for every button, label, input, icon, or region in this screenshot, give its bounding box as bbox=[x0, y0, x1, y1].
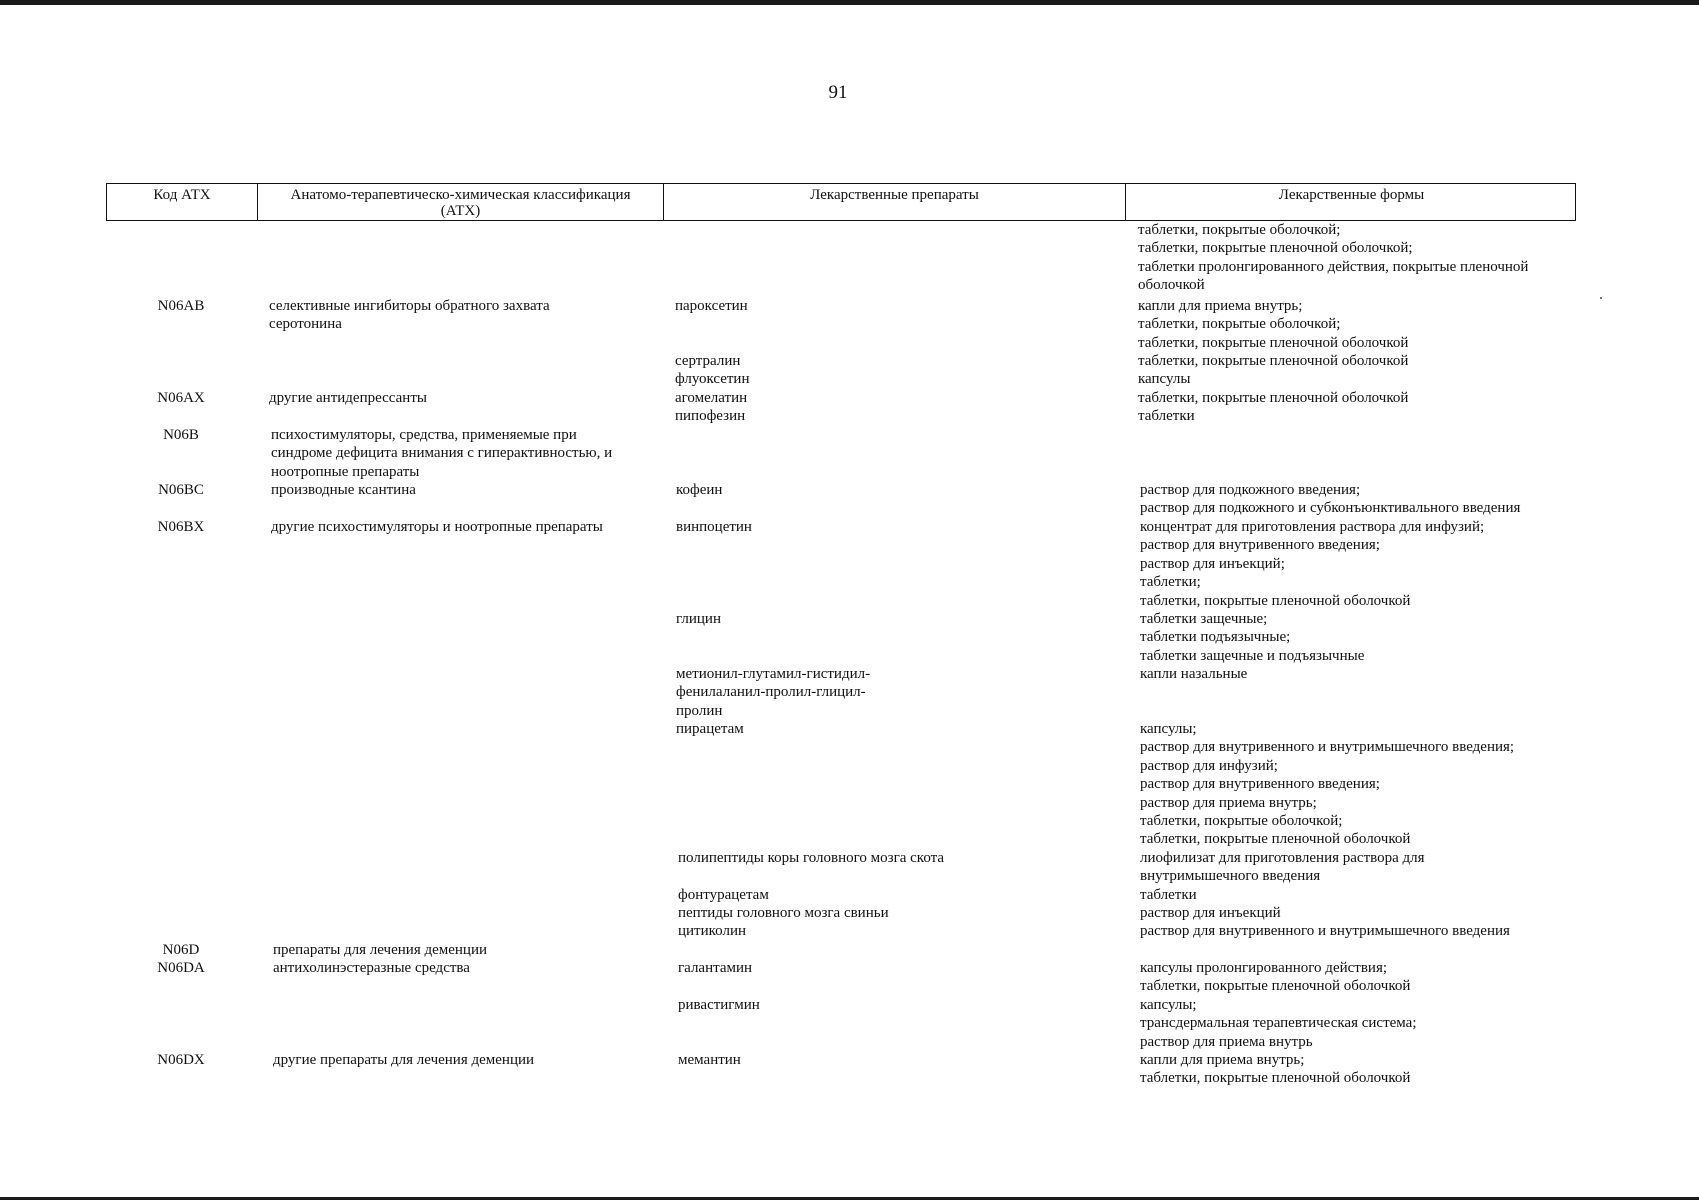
drug-name: ривастигмин bbox=[678, 997, 760, 1013]
header-drugs: Лекарственные препараты bbox=[663, 184, 1125, 220]
header-code: Код АТХ bbox=[153, 187, 211, 203]
forms-cell bbox=[1140, 996, 1417, 1051]
atc-code: N06AX bbox=[157, 390, 205, 406]
form-line: таблетки, покрытые пленочной оболочкой bbox=[1140, 592, 1411, 609]
form-line: таблетки, покрытые оболочкой; bbox=[1138, 316, 1341, 333]
form-line: таблетки, покрытые пленочной оболочкой bbox=[1138, 334, 1409, 351]
form-line: таблетки, покрытые оболочкой; bbox=[1138, 222, 1341, 238]
atc-class: другие психостимуляторы и ноотропные препараты bbox=[271, 519, 603, 535]
table-header bbox=[106, 183, 1576, 221]
form-line: раствор для приема внутрь; bbox=[1140, 794, 1317, 811]
class-line: синдроме дефицита внимания с гиперактивностью, и bbox=[271, 445, 613, 462]
form-line: раствор для подкожного и субконъюнктивального введения bbox=[1140, 500, 1521, 517]
drug-name: пароксетин bbox=[675, 298, 748, 314]
atc-code: N06BC bbox=[158, 482, 204, 498]
form-line: капсулы bbox=[1138, 371, 1191, 387]
form-line: капсулы пролонгированного действия; bbox=[1140, 960, 1388, 976]
forms-cell bbox=[1138, 370, 1190, 388]
form-line: трансдермальная терапевтическая система; bbox=[1140, 1015, 1417, 1032]
forms-cell bbox=[1140, 518, 1484, 610]
form-line: оболочкой bbox=[1138, 277, 1205, 294]
forms-cell-continued bbox=[1138, 221, 1528, 295]
form-line: таблетки, покрытые пленочной оболочкой bbox=[1138, 353, 1409, 369]
drug-name bbox=[676, 665, 870, 720]
form-line: таблетки, покрытые оболочкой; bbox=[1140, 813, 1343, 830]
header-classification-line-1: Анатомо-терапевтическо-химическая классификация bbox=[290, 187, 631, 203]
header-forms: Лекарственные формы bbox=[1125, 184, 1577, 220]
form-line: таблетки, покрытые пленочной оболочкой bbox=[1138, 390, 1409, 406]
forms-cell bbox=[1140, 849, 1425, 886]
drug-name: мемантин bbox=[678, 1052, 741, 1068]
form-line: капли для приема внутрь; bbox=[1138, 298, 1303, 314]
forms-cell bbox=[1138, 297, 1408, 352]
drug-name-line: метионил-глутамил-гистидил- bbox=[676, 666, 871, 682]
header-classification-line-2: (АТХ) bbox=[440, 203, 481, 219]
form-line: раствор для инъекций bbox=[1140, 905, 1281, 921]
drug-name: агомелатин bbox=[675, 390, 748, 406]
atc-code: N06DX bbox=[157, 1052, 205, 1068]
form-line: раствор для подкожного введения; bbox=[1140, 482, 1361, 498]
class-line: психостимуляторы, средства, применяемые при bbox=[271, 427, 577, 443]
atc-code: N06D bbox=[162, 942, 200, 958]
atc-code: N06BX bbox=[157, 519, 205, 535]
form-line: раствор для внутривенного введения; bbox=[1140, 776, 1380, 793]
drug-name: винпоцетин bbox=[676, 519, 752, 535]
form-line: раствор для внутривенного и внутримышечного введения bbox=[1140, 923, 1510, 939]
forms-cell bbox=[1138, 352, 1408, 370]
form-line: капли назальные bbox=[1140, 666, 1248, 682]
form-line: раствор для внутривенного и внутримышечного введения; bbox=[1140, 739, 1515, 756]
form-line: таблетки bbox=[1140, 887, 1197, 903]
forms-cell bbox=[1140, 904, 1281, 922]
form-line: таблетки bbox=[1138, 408, 1195, 424]
form-line: внутримышечного введения bbox=[1140, 868, 1321, 885]
drug-name: цитиколин bbox=[678, 923, 747, 939]
drug-name: сертралин bbox=[675, 353, 741, 369]
form-line: таблетки пролонгированного действия, покрытые пленочной bbox=[1138, 258, 1529, 275]
drug-name: фонтурацетам bbox=[678, 887, 769, 903]
atc-code: N06DA bbox=[157, 960, 205, 976]
atc-class bbox=[269, 297, 550, 334]
form-line: раствор для инфузий; bbox=[1140, 757, 1278, 774]
drug-name: пипофезин bbox=[675, 408, 746, 424]
class-line: ноотропные препараты bbox=[271, 463, 420, 480]
forms-cell bbox=[1140, 959, 1410, 996]
form-line: лиофилизат для приготовления раствора для bbox=[1140, 850, 1425, 866]
atc-class: другие антидепрессанты bbox=[269, 390, 427, 406]
form-line: раствор для инъекций; bbox=[1140, 555, 1285, 572]
atc-class: производные ксантина bbox=[271, 482, 416, 498]
drug-name: полипептиды коры головного мозга скота bbox=[678, 850, 945, 866]
forms-cell bbox=[1140, 665, 1247, 683]
drug-name: кофеин bbox=[676, 482, 723, 498]
atc-code: N06B bbox=[163, 427, 199, 443]
forms-cell bbox=[1140, 1051, 1410, 1088]
form-line: таблетки, покрытые пленочной оболочкой; bbox=[1138, 240, 1413, 257]
form-line: таблетки; bbox=[1140, 574, 1201, 591]
forms-cell bbox=[1140, 481, 1520, 518]
class-line: серотонина bbox=[269, 316, 342, 333]
page-number: 91 bbox=[828, 82, 848, 103]
forms-cell bbox=[1138, 389, 1408, 407]
drug-name: флуоксетин bbox=[675, 371, 750, 387]
form-line: капсулы; bbox=[1140, 997, 1197, 1013]
form-line: таблетки, покрытые пленочной оболочкой bbox=[1140, 831, 1411, 848]
atc-class: антихолинэстеразные средства bbox=[273, 960, 470, 976]
drug-name: пептиды головного мозга свиньи bbox=[678, 905, 889, 921]
form-line: капсулы; bbox=[1140, 721, 1197, 737]
form-line: таблетки защечные; bbox=[1140, 611, 1268, 627]
form-line: концентрат для приготовления раствора для инфузий; bbox=[1140, 519, 1485, 535]
form-line: таблетки, покрытые пленочной оболочкой bbox=[1140, 978, 1411, 995]
scan-speck bbox=[1600, 297, 1602, 299]
forms-cell bbox=[1140, 610, 1364, 665]
form-line: капли для приема внутрь; bbox=[1140, 1052, 1305, 1068]
forms-cell bbox=[1138, 407, 1195, 425]
drug-name-line: фенилаланил-пролил-глицил- bbox=[676, 684, 866, 701]
class-line: селективные ингибиторы обратного захвата bbox=[269, 298, 550, 314]
drug-name: пирацетам bbox=[676, 721, 744, 737]
drug-name: глицин bbox=[676, 611, 721, 627]
atc-code: N06AB bbox=[157, 298, 205, 314]
form-line: раствор для внутривенного введения; bbox=[1140, 537, 1380, 554]
atc-class bbox=[271, 426, 612, 481]
forms-cell bbox=[1140, 922, 1510, 940]
atc-class: другие препараты для лечения деменции bbox=[273, 1052, 535, 1068]
forms-cell bbox=[1140, 886, 1197, 904]
atc-class: препараты для лечения деменции bbox=[273, 942, 488, 958]
header-classification bbox=[257, 184, 663, 220]
form-line: раствор для приема внутрь bbox=[1140, 1033, 1313, 1050]
drug-name-line: пролин bbox=[676, 702, 723, 719]
drug-name: галантамин bbox=[678, 960, 753, 976]
form-line: таблетки подъязычные; bbox=[1140, 629, 1291, 646]
scan-top-edge bbox=[0, 0, 1699, 5]
form-line: таблетки защечные и подъязычные bbox=[1140, 647, 1365, 664]
form-line: таблетки, покрытые пленочной оболочкой bbox=[1140, 1070, 1411, 1087]
forms-cell bbox=[1140, 720, 1514, 849]
